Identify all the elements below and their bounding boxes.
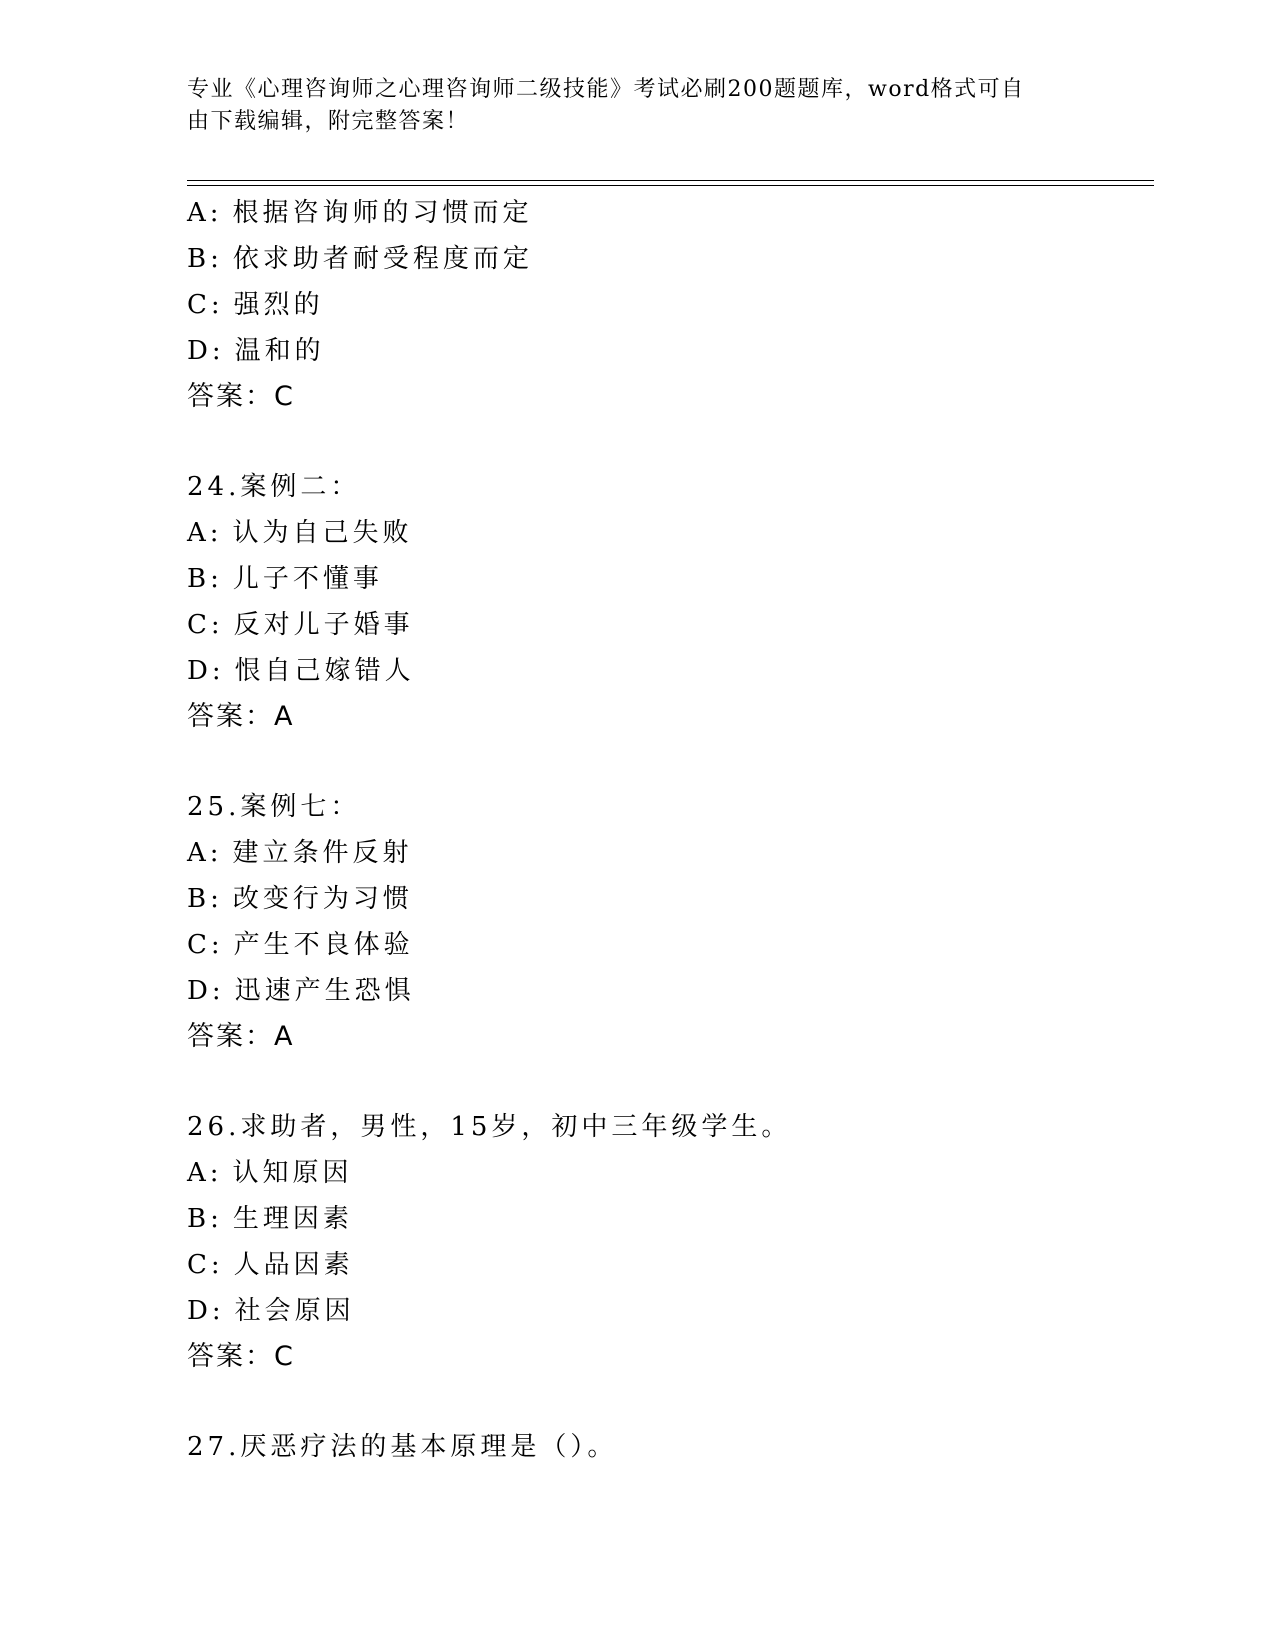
option-d [187,1288,1147,1334]
question-title: 27.厌恶疗法的基本原理是（）。 [187,1432,618,1462]
option-text: 依求助者耐受程度而定 [232,244,533,274]
header-divider-top [187,180,1154,181]
option-label: B: [187,1204,223,1234]
option-text: 认知原因 [232,1158,353,1188]
option-text: 强烈的 [233,290,324,320]
option-label: D: [187,976,225,1006]
option-text: 人品因素 [233,1250,354,1280]
question-block [187,464,1147,740]
option-label: C: [187,930,224,960]
option-c [187,282,1147,328]
option-text: 建立条件反射 [232,838,413,868]
option-text: 改变行为习惯 [232,884,413,914]
spacer [187,420,1147,464]
option-a [187,1150,1147,1196]
option-label: B: [187,564,223,594]
answer-line: 答案：C [187,381,295,412]
question-block [187,1424,1147,1470]
option-text: 迅速产生恐惧 [234,976,415,1006]
option-d [187,968,1147,1014]
option-c [187,1242,1147,1288]
header-divider-bottom [187,185,1154,186]
option-text: 恨自己嫁错人 [234,656,415,686]
question-block [187,190,1147,420]
option-label: D: [187,656,225,686]
question-title: 25.案例七： [187,792,361,822]
option-text: 认为自己失败 [232,518,413,548]
option-text: 根据咨询师的习惯而定 [232,198,533,228]
option-label: A: [187,198,223,228]
option-label: C: [187,610,224,640]
option-label: A: [187,518,223,548]
spacer [187,1380,1147,1424]
header-line-2: 由下载编辑，附完整答案！ [187,109,470,134]
option-label: A: [187,1158,223,1188]
option-b [187,556,1147,602]
option-a [187,190,1147,236]
option-label: C: [187,1250,224,1280]
document-header [187,74,1077,138]
option-text: 社会原因 [234,1296,355,1326]
option-label: C: [187,290,224,320]
option-d [187,328,1147,374]
option-label: D: [187,336,225,366]
option-a [187,830,1147,876]
answer-line: 答案：C [187,1341,295,1372]
option-d [187,648,1147,694]
question-block [187,784,1147,1060]
option-c [187,602,1147,648]
spacer [187,1060,1147,1104]
option-text: 生理因素 [232,1204,353,1234]
header-line-1: 专业《心理咨询师之心理咨询师二级技能》考试必刷200题题库，word格式可自 [187,77,1025,102]
answer-line: 答案：A [187,701,295,732]
question-block [187,1104,1147,1380]
option-text: 产生不良体验 [233,930,414,960]
option-b [187,1196,1147,1242]
spacer [187,740,1147,784]
option-label: B: [187,884,223,914]
option-text: 温和的 [234,336,325,366]
option-b [187,876,1147,922]
question-list [187,190,1147,1470]
option-b [187,236,1147,282]
answer-line: 答案：A [187,1021,295,1052]
option-text: 儿子不懂事 [232,564,383,594]
question-title: 24.案例二： [187,472,361,502]
option-c [187,922,1147,968]
option-text: 反对儿子婚事 [233,610,414,640]
question-title: 26.求助者，男性，15岁，初中三年级学生。 [187,1112,792,1142]
option-label: B: [187,244,223,274]
option-label: A: [187,838,223,868]
option-a [187,510,1147,556]
option-label: D: [187,1296,225,1326]
